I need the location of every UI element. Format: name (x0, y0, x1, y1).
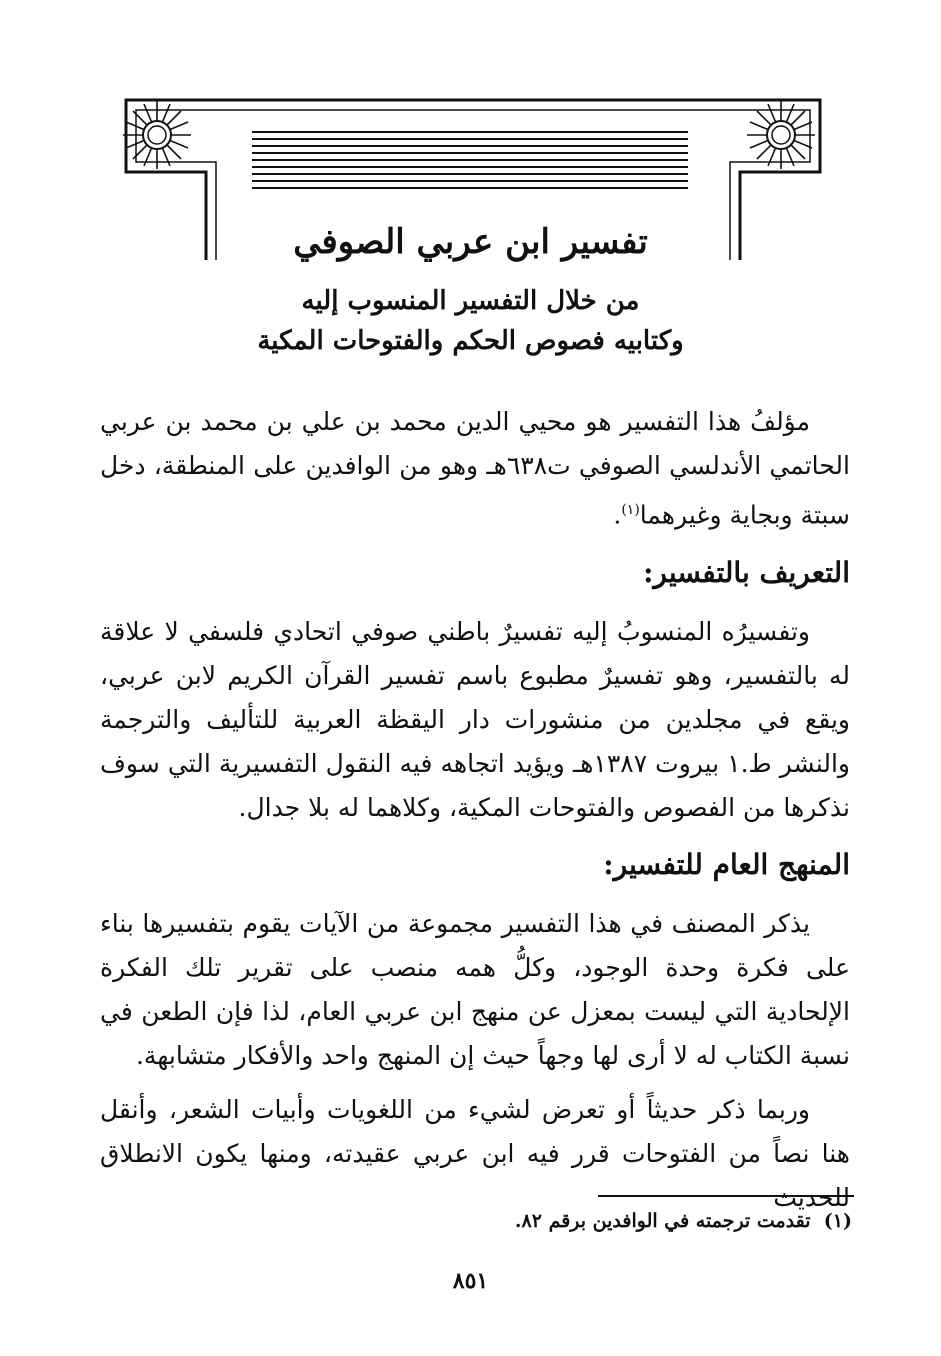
intro-paragraph (100, 400, 850, 537)
methodology-text-1: يذكر المصنف في هذا التفسير مجموعة من الآيات يقوم بتفسيرها بناء على فكرة وحدة الوجود، وكلُّ همه منصب على تقرير تلك الفكرة الإلحادية التي ليست بمعزل عن منهج ابن عربي العام، لذا فإن الطعن في نسبة الكتاب له لا أرى لها وجهاً حيث إن المنهج واحد والأفكار متشابهة. (100, 909, 850, 1070)
footnote (300, 1210, 852, 1232)
footnote-mark: (١) (823, 1210, 852, 1232)
page-subtitle-1: من خلال التفسير المنسوب إليه (301, 286, 640, 316)
sunburst-icon (744, 98, 818, 172)
definition-text: وتفسيرُه المنسوبُ إليه تفسيرٌ باطني صوفي اتحادي فلسفي لا علاقة له بالتفسير، وهو تفسيرٌ مطبوع باسم تفسير القرآن الكريم لابن عربي، ويقع في مجلدين من منشورات دار اليقظة العربية للتأليف والترجمة والنشر ط.١ بيروت ١٣٨٧هـ ويؤيد اتجاهه فيه النقول التفسيرية التي سوف نذكرها من الفصوص والفتوحات المكية، وكلاهما له بلا جدال. (100, 617, 850, 822)
page-subtitle-2: وكتابيه فصوص الحكم والفتوحات المكية (257, 326, 684, 356)
sunburst-icon (120, 98, 194, 172)
methodology-text-2: وربما ذكر حديثاً أو تعرض لشيء من اللغويات وأبيات الشعر، وأنقل هنا نصاً من الفتوحات قرر فيه ابن عربي عقيدته، ومنها يكون الانطلاق للحديث (100, 1095, 850, 1212)
intro-text: مؤلفُ هذا التفسير هو محيي الدين محمد بن علي بن محمد بن عربي الحاتمي الأندلسي الصوفي ت٦٣٨هـ وهو من الوافدين على المنطقة، دخل سبتة وبجاية وغيرهما (100, 407, 850, 530)
footnote-reference[interactable]: (١) (621, 502, 640, 518)
intro-end: . (613, 500, 622, 530)
methodology-paragraph-2 (100, 1088, 850, 1220)
section-heading-definition: التعريف بالتفسير: (643, 556, 850, 589)
methodology-paragraph-1 (100, 902, 850, 1078)
footnote-text: تقدمت ترجمته في الوافدين برقم ٨٢. (514, 1210, 811, 1232)
section-heading-methodology: المنهج العام للتفسير: (603, 848, 850, 881)
footnote-divider (598, 1195, 854, 1197)
page-number: ٨٥١ (452, 1268, 489, 1294)
page-title: تفسير ابن عربي الصوفي (293, 222, 648, 262)
decorative-lines (252, 130, 688, 192)
definition-paragraph (100, 610, 850, 830)
